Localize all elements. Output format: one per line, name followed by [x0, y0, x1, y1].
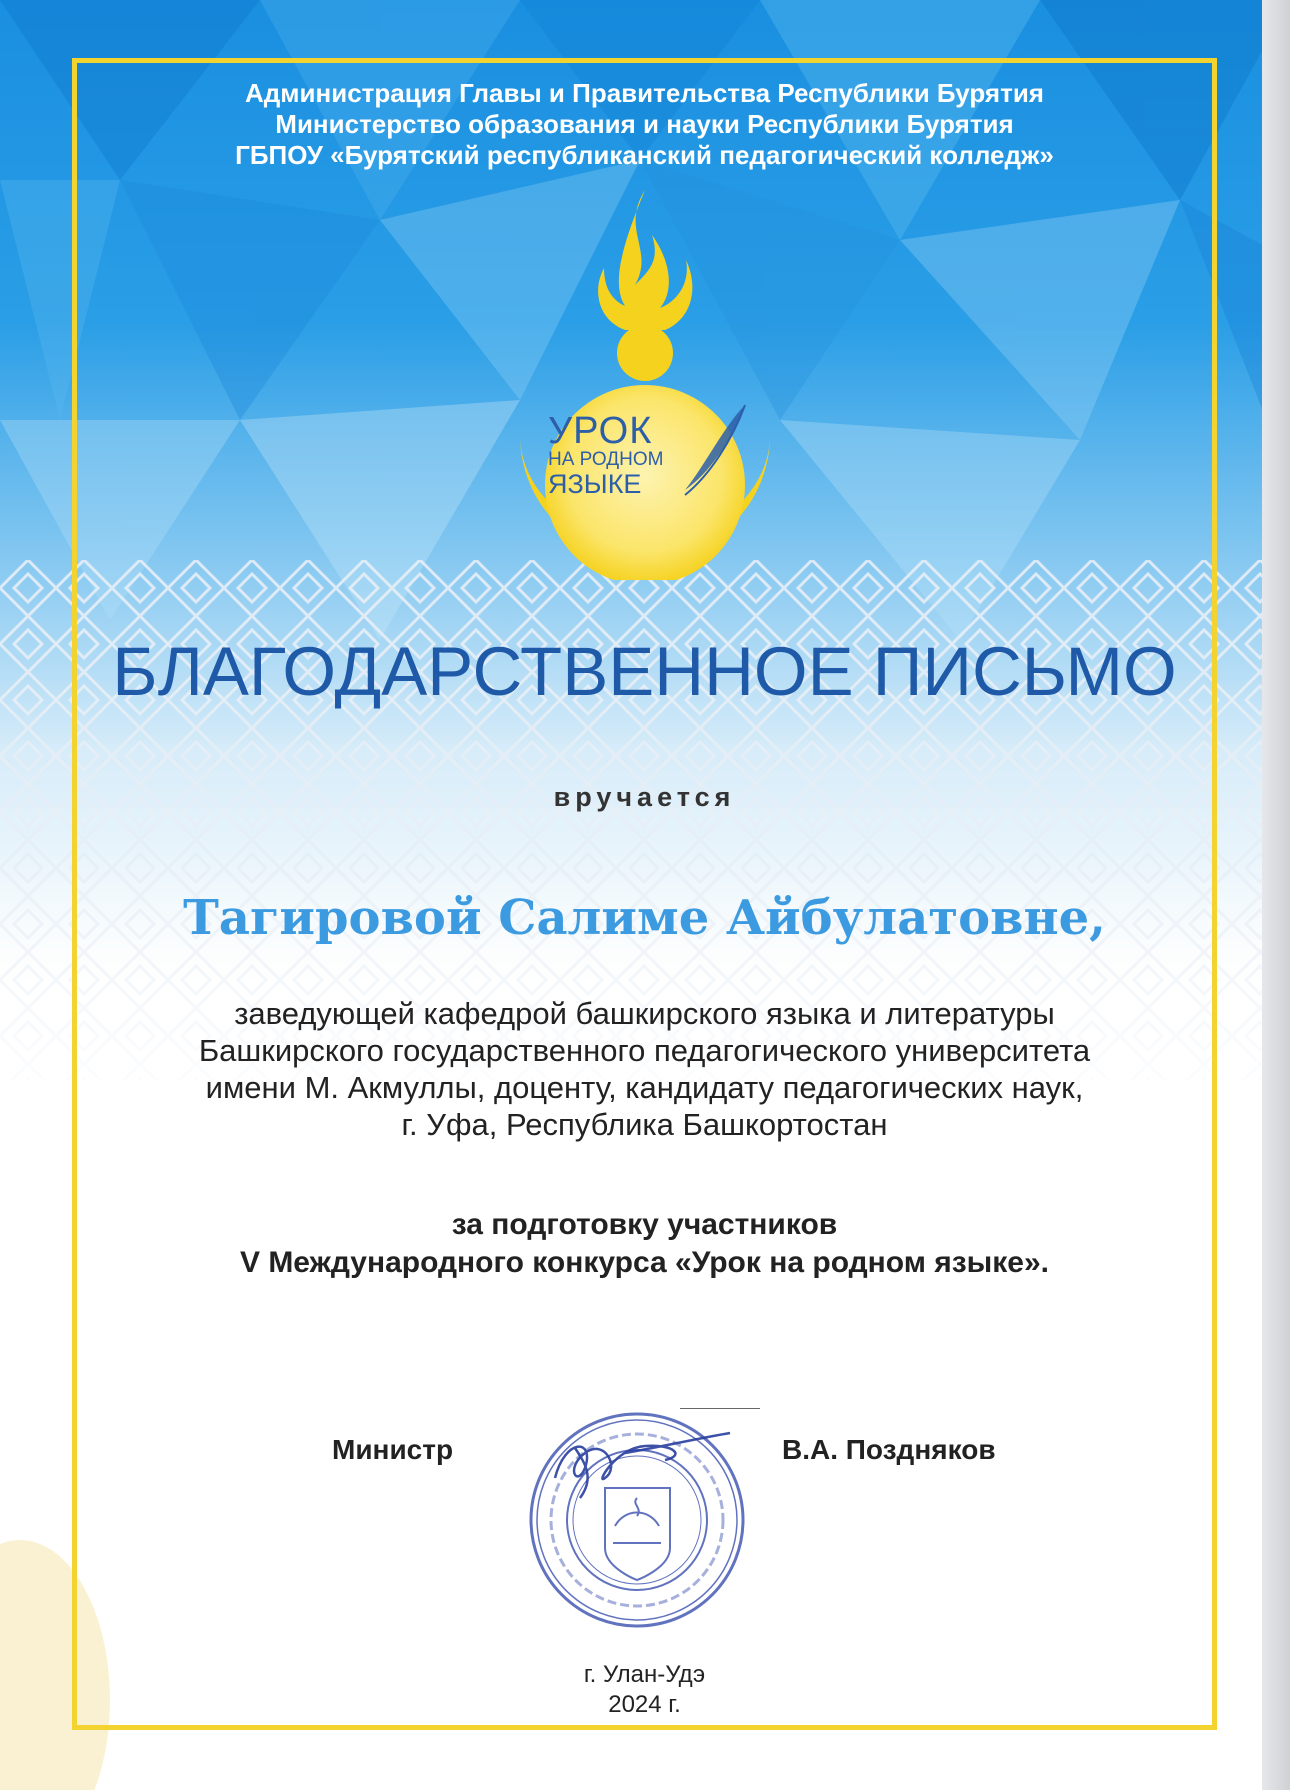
logo-wordmark — [548, 412, 698, 498]
issuer-line-1: Администрация Главы и Правительства Республики Бурятия — [245, 78, 1044, 108]
recipient-name: Тагировой Салиме Айбулатовне, — [183, 890, 1106, 946]
position-line-3: имени М. Акмуллы, доценту, кандидату педагогических наук, — [205, 1070, 1084, 1105]
issuer-line-3: ГБПОУ «Бурятский республиканский педагогический колледж» — [235, 140, 1054, 170]
issue-place-date — [72, 1660, 1217, 1720]
issue-year: 2024 г. — [608, 1691, 681, 1718]
document-title: БЛАГОДАРСТВЕННОЕ ПИСЬМО — [112, 633, 1177, 710]
logo-word-on-native: НА РОДНОМ — [548, 449, 664, 470]
signatory-role: Министр — [332, 1434, 454, 1465]
signatory-name: В.А. Поздняков — [782, 1434, 996, 1465]
logo-word-language: ЯЗЫКЕ — [548, 469, 642, 499]
award-reason — [72, 1206, 1217, 1282]
page-edge-shadow — [1262, 0, 1290, 1790]
official-stamp — [525, 1408, 750, 1633]
issuer-line-2: Министерство образования и науки Республики Бурятия — [275, 109, 1014, 139]
logo-word-lesson: УРОК — [548, 410, 653, 452]
reason-line-2: V Международного конкурса «Урок на родном языке». — [239, 1246, 1050, 1279]
position-line-1: заведующей кафедрой башкирского языка и литературы — [234, 996, 1055, 1031]
reason-line-1: за подготовку участников — [451, 1208, 838, 1241]
position-line-4: г. Уфа, Республика Башкортостан — [401, 1107, 888, 1142]
issuer-header — [72, 78, 1217, 171]
position-line-2: Башкирского государственного педагогического университета — [198, 1033, 1091, 1068]
recipient-position — [72, 995, 1217, 1143]
contest-logo — [500, 190, 790, 580]
issue-city: г. Улан-Удэ — [583, 1661, 706, 1688]
awarded-label: вручается — [553, 782, 736, 812]
